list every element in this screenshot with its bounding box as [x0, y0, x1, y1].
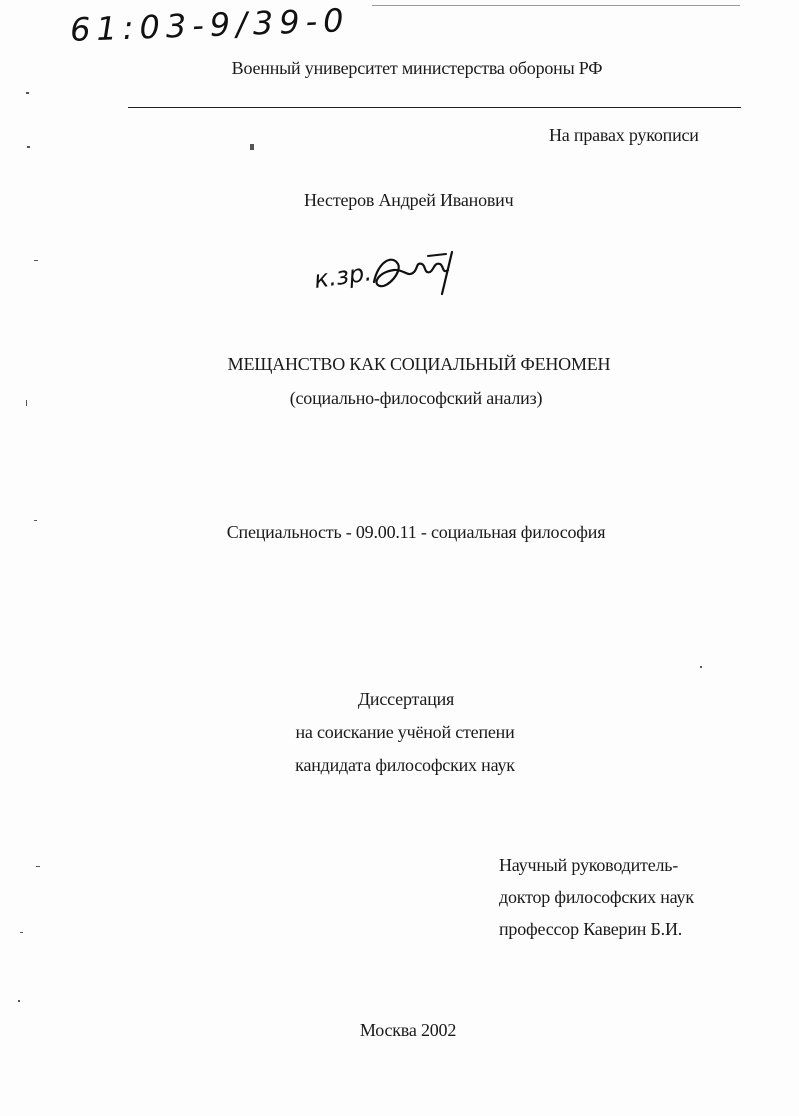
supervisor-name: профессор Каверин Б.И. — [499, 919, 683, 939]
scan-edge-line — [372, 5, 740, 6]
scan-speck — [36, 866, 40, 867]
dissertation-label: Диссертация — [357, 689, 455, 709]
supervisor-degree: доктор философских наук — [499, 887, 694, 907]
scan-speck — [18, 1000, 20, 1002]
handwritten-note: к.зр. — [312, 258, 374, 294]
scan-speck — [26, 92, 29, 94]
scan-speck — [34, 520, 37, 521]
city-year: Москва 2002 — [359, 1020, 457, 1040]
scan-speck — [26, 400, 27, 406]
scan-speck — [27, 146, 30, 148]
scan-speck — [20, 932, 23, 933]
archive-code: 61:03-9/39-0 — [69, 1, 351, 49]
scan-speck — [34, 260, 38, 261]
thesis-title: МЕЩАНСТВО КАК СОЦИАЛЬНЫЙ ФЕНОМЕН — [227, 354, 611, 374]
specialty: Специальность - 09.00.11 - социальная философия — [226, 522, 606, 542]
supervisor-title: Научный руководитель- — [499, 855, 679, 875]
author-name: Нестеров Андрей Иванович — [304, 190, 514, 210]
thesis-subtitle: (социально-философский анализ) — [289, 388, 543, 408]
degree-field: кандидата философских наук — [295, 755, 515, 775]
header-rule — [128, 107, 741, 108]
university-name: Военный университет министерства обороны РФ — [231, 58, 603, 78]
scan-speck — [250, 144, 254, 150]
scan-speck — [700, 666, 702, 668]
manuscript-note: На правах рукописи — [549, 125, 699, 145]
signature-icon — [368, 242, 468, 302]
degree-line: на соискание учёной степени — [295, 722, 515, 742]
